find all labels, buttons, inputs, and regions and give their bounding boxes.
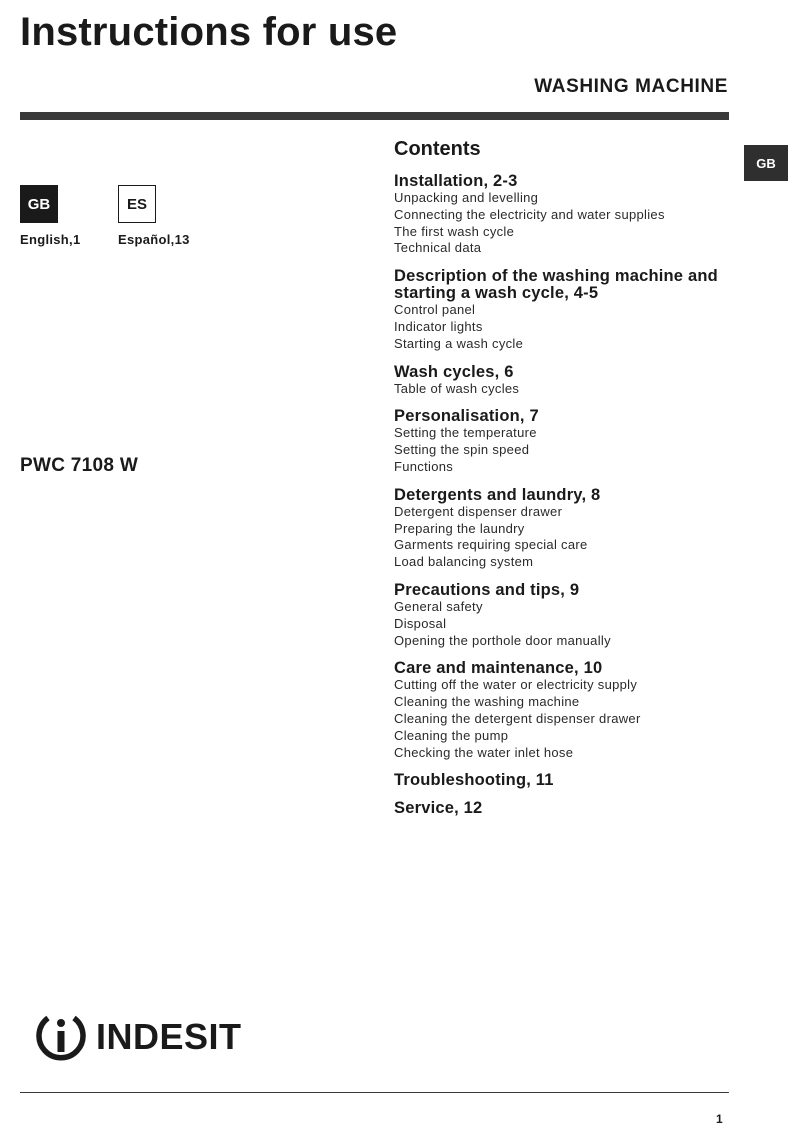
section-item[interactable]: Cleaning the washing machine xyxy=(394,694,580,710)
table-of-contents xyxy=(394,138,734,828)
language-label-spanish: Español,13 xyxy=(118,232,190,247)
section-title[interactable]: Installation, 2-3 xyxy=(394,172,518,190)
section-item[interactable]: Setting the spin speed xyxy=(394,442,530,458)
header-rule xyxy=(20,112,729,120)
contents-section xyxy=(394,660,734,761)
section-item[interactable]: Technical data xyxy=(394,240,482,256)
section-title[interactable]: Wash cycles, 6 xyxy=(394,362,514,381)
section-item[interactable]: Opening the porthole door manually xyxy=(394,632,611,648)
section-item[interactable]: Cleaning the pump xyxy=(394,727,509,743)
section-item[interactable]: Disposal xyxy=(394,615,447,631)
language-side-tab: GB xyxy=(744,145,788,181)
section-title[interactable]: Service, 12 xyxy=(394,799,483,818)
contents-section xyxy=(394,408,734,475)
language-label-english: English,1 xyxy=(20,232,81,247)
section-item[interactable]: Functions xyxy=(394,458,454,474)
contents-heading: Contents xyxy=(394,138,481,160)
section-item[interactable]: Checking the water inlet hose xyxy=(394,744,574,760)
footer-rule xyxy=(20,1092,729,1093)
document-subtitle: WASHING MACHINE xyxy=(534,76,728,97)
contents-section xyxy=(394,772,734,789)
contents-section xyxy=(394,364,734,398)
section-item[interactable]: Control panel xyxy=(394,302,476,318)
page-title: Instructions for use xyxy=(20,10,398,54)
section-item[interactable]: Unpacking and levelling xyxy=(394,190,539,205)
contents-sections xyxy=(394,173,734,817)
brand-logo xyxy=(34,1012,242,1062)
section-item[interactable]: Starting a wash cycle xyxy=(394,335,524,351)
section-title[interactable]: Description of the washing machine and starting a wash cycle, 4-5 xyxy=(394,267,718,303)
section-title[interactable]: Care and maintenance, 10 xyxy=(394,659,603,678)
section-title[interactable]: Personalisation, 7 xyxy=(394,407,539,426)
contents-section xyxy=(394,582,734,649)
contents-section xyxy=(394,268,734,352)
section-item[interactable]: Table of wash cycles xyxy=(394,380,520,396)
contents-section xyxy=(394,173,734,257)
indesit-logo-icon xyxy=(34,1012,88,1062)
language-code-gb: GB xyxy=(20,185,58,223)
brand-name: INDESIT xyxy=(96,1016,242,1057)
section-item[interactable]: Garments requiring special care xyxy=(394,537,588,553)
contents-section xyxy=(394,487,734,571)
page-number: 1 xyxy=(716,1112,723,1126)
section-item[interactable]: Load balancing system xyxy=(394,554,534,570)
model-number: PWC 7108 W xyxy=(20,455,139,476)
section-item[interactable]: Detergent dispenser drawer xyxy=(394,503,563,519)
section-item[interactable]: Setting the temperature xyxy=(394,425,537,441)
section-item[interactable]: Cleaning the detergent dispenser drawer xyxy=(394,710,641,726)
section-title[interactable]: Troubleshooting, 11 xyxy=(394,771,554,790)
contents-section xyxy=(394,800,734,817)
section-item[interactable]: Connecting the electricity and water supplies xyxy=(394,206,665,222)
language-english[interactable] xyxy=(20,185,81,247)
section-title[interactable]: Precautions and tips, 9 xyxy=(394,580,580,599)
section-item[interactable]: General safety xyxy=(394,598,483,614)
section-item[interactable]: The first wash cycle xyxy=(394,223,515,239)
section-item[interactable]: Indicator lights xyxy=(394,318,483,334)
language-spanish[interactable] xyxy=(118,185,190,247)
section-title[interactable]: Detergents and laundry, 8 xyxy=(394,485,601,504)
language-code-es: ES xyxy=(118,185,156,223)
section-item[interactable]: Preparing the laundry xyxy=(394,520,525,536)
section-item[interactable]: Cutting off the water or electricity supply xyxy=(394,677,638,693)
